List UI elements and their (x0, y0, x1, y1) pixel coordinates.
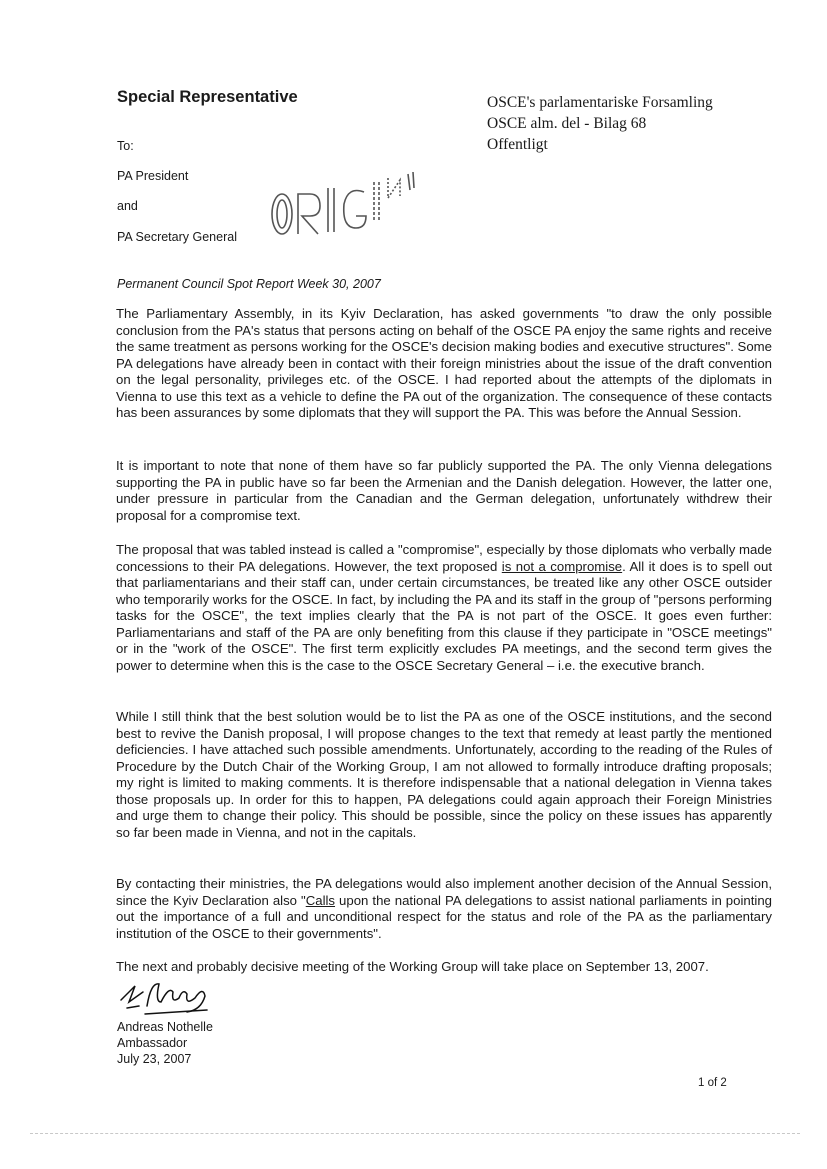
page-number: 1 of 2 (698, 1077, 727, 1089)
paragraph-5-part-a: By contacting their ministries, the PA delegations would also implement another decision of the Annual Session, since the Kyiv Declaration also " (116, 876, 772, 908)
address-and: and (117, 199, 138, 213)
paragraph-4: While I still think that the best solution would be to list the PA as one of the OSCE institutions, and the second best to revive the Danish proposal, I will propose changes to the text that remedy at least partly the mentioned deficiencies. I have attached such possible amendments. Unfortunately, according to the reading of the Rules of Procedure by the Dutch Chair of the Working Group, I am not allowed to formally introduce drafting proposals; my right is limited to making comments. It is therefore indispensable that a national delegation in Vienna takes those proposals up. In order for this to happen, PA delegations could again approach their Foreign Ministries and urge them to change their policy. This should be possible, since the policy on these issues has apparently so far been made in Vienna, and not in the capitals. (116, 709, 772, 840)
paragraph-3-underlined: is not a compromise (501, 558, 623, 574)
signatory-name: Andreas Nothelle (117, 1020, 213, 1034)
recipient-pa-president: PA President (117, 169, 189, 183)
archive-stamp (487, 92, 713, 155)
signatory-role: Ambassador (117, 1036, 188, 1050)
signature-date: July 23, 2007 (117, 1052, 192, 1066)
paragraph-2: It is important to note that none of them have so far publicly supported the PA. The only Vienna delegations supporting the PA in public have so far been the Armenian and the Danish delegation. However, the latter one, under pressure in particular from the Canadian and the German delegation, unfortunately withdrew their proposal for a compromise text. (116, 458, 772, 523)
paragraph-5 (116, 876, 772, 942)
recipient-pa-secretary-general: PA Secretary General (117, 230, 237, 244)
paragraph-5-part-b: upon the national PA delegations to assist national parliaments in pointing out the importance of a full and unconditional respect for the status and role of the PA as the parliamentary institution of the OSCE to their governments". (116, 892, 772, 941)
paragraph-6: The next and probably decisive meeting of the Working Group will take place on September 13, 2007. (116, 959, 709, 974)
signature-block (117, 1019, 213, 1067)
original-stamp (268, 168, 418, 248)
address-to: To: (117, 139, 134, 153)
archive-stamp-line-3: Offentligt (487, 136, 548, 153)
paragraph-3-part-b: . All it does is to spell out that parliamentarians and their staff can, under certain circumstances, be treated like any other OSCE outsider who temporarily works for the OSCE. In fact, by including the PA and its staff in the group of "persons performing tasks for the OSCE", the text implies clearly that the PA is not part of the OSCE. It goes even further: Parliamentarians and staff of the PA are only benefiting from this clause if they participate in "OSCE meetings" or in the "work of the OSCE". The first term explicitly excludes PA meetings, and the second term gives the power to determine when this is the case to the OSCE Secretary General – i.e. the executive branch. (116, 558, 772, 673)
archive-stamp-line-1: OSCE's parlamentariske Forsamling (487, 94, 713, 111)
report-title: Permanent Council Spot Report Week 30, 2007 (117, 277, 381, 291)
paragraph-1: The Parliamentary Assembly, in its Kyiv Declaration, has asked governments "to draw the only possible conclusion from the PA's status that persons acting on behalf of the OSCE PA enjoy the same rights and receive the same treatment as persons working for the OSCE's decision making bodies and executive structures". Some PA delegations have already been in contact with their foreign ministries about the issue of the draft convention on the legal personality, privileges etc. of the OSCE. I had reported about the attempts of the diplomats in Vienna to use this text as a vehicle to define the PA out of the organization. The consequence of these contacts has been assurances by some diplomats that they will support the PA. This was before the Annual Session. (116, 306, 772, 420)
handwritten-signature (117, 972, 217, 1016)
document-title: Special Representative (117, 88, 298, 106)
archive-stamp-line-2: OSCE alm. del - Bilag 68 (487, 115, 647, 132)
scan-artifact-line (30, 1133, 800, 1135)
paragraph-5-underlined: Calls (305, 892, 336, 908)
paragraph-3-part-a: The proposal that was tabled instead is called a "compromise", especially by those diplomats who verbally made concessions to their PA delegations. However, the text proposed (116, 542, 772, 574)
paragraph-3 (116, 542, 772, 674)
